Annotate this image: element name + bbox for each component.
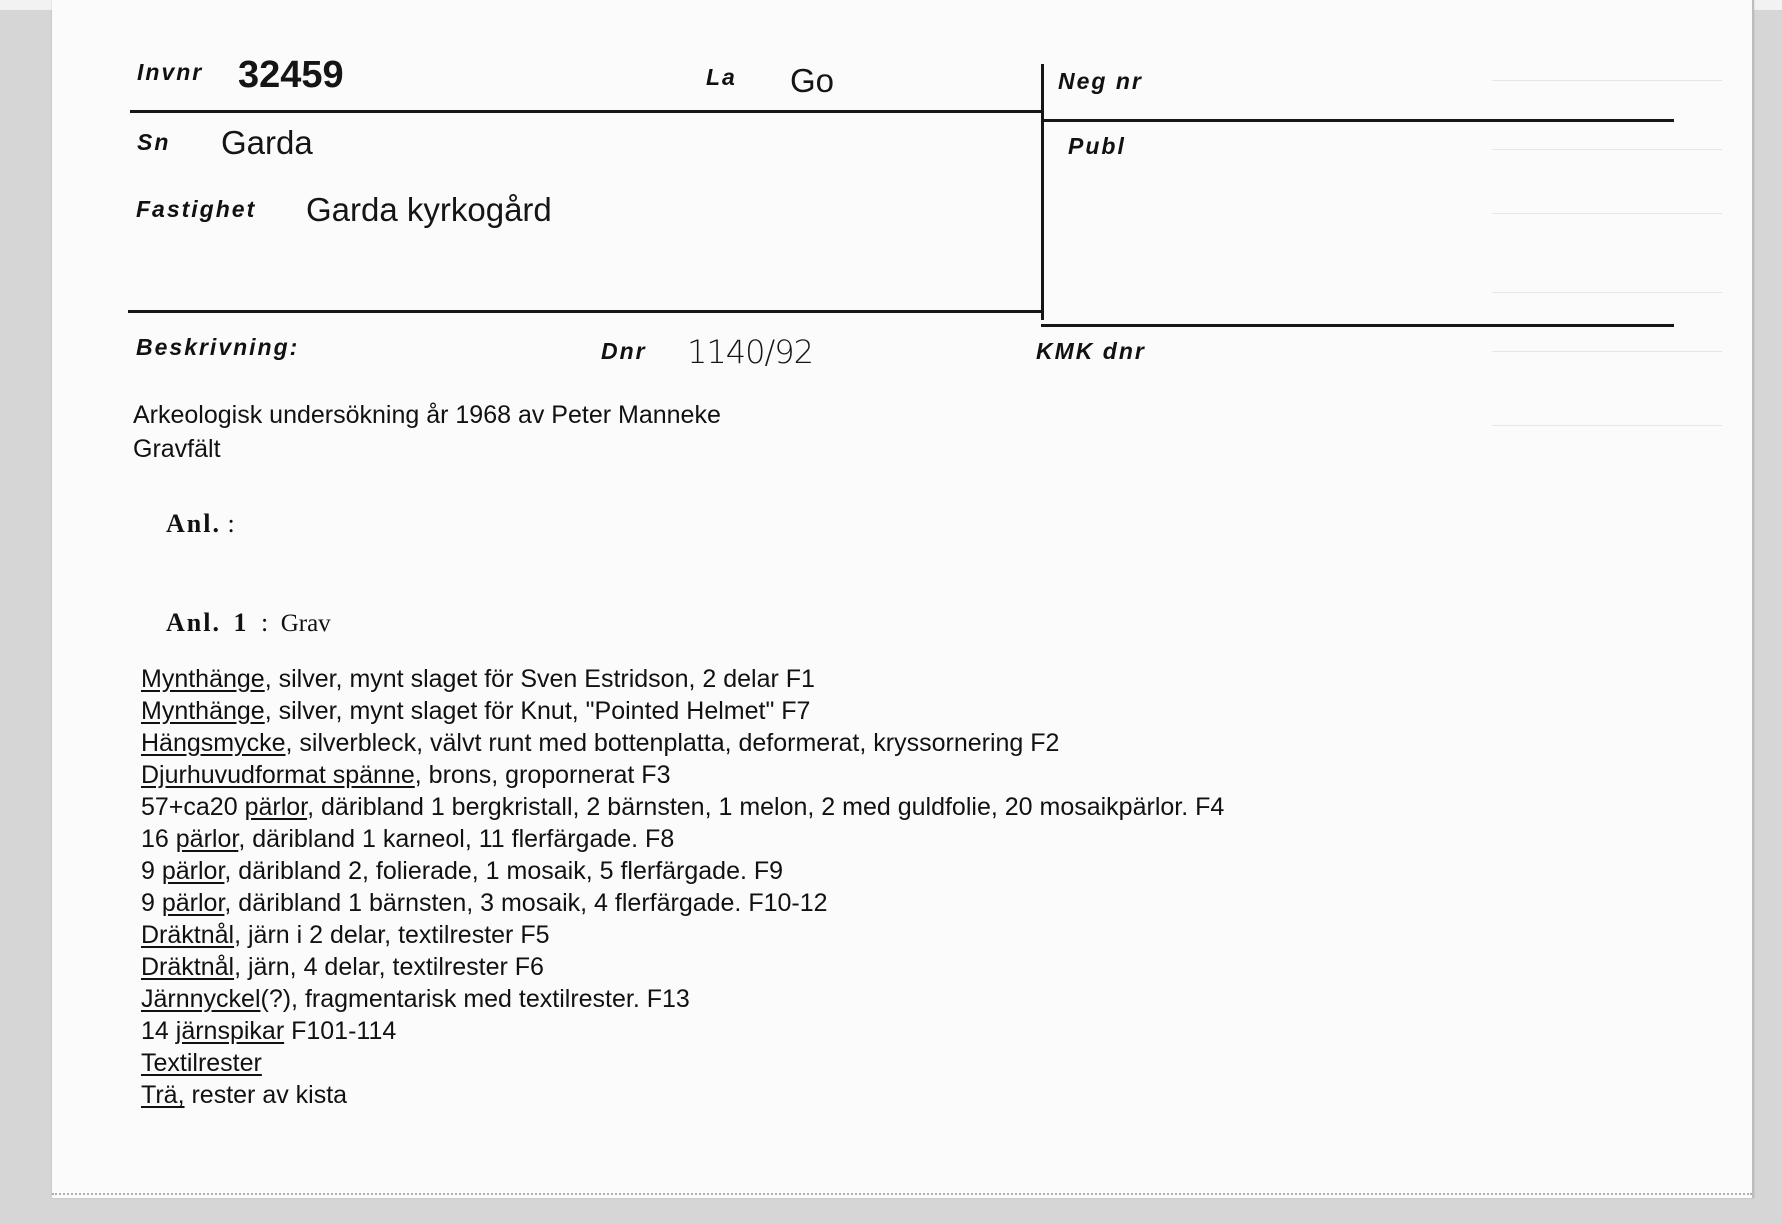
section-rule <box>128 310 1041 313</box>
list-item <box>141 1047 1224 1079</box>
list-item: Trä, rester av kista <box>141 1081 348 1109</box>
anl-1-label: Anl. <box>166 608 221 637</box>
description-line-1: Arkeologisk undersökning år 1968 av Peter Manneke <box>133 401 721 429</box>
find-term: pärlor <box>244 793 308 821</box>
invnr-label: Invnr <box>137 59 204 85</box>
find-term: Dräktnål <box>141 921 235 949</box>
dnr-value: 1140/92 <box>687 333 813 371</box>
anl-1-number: 1 <box>233 608 249 637</box>
la-value: Go <box>790 62 835 99</box>
invnr-value: 32459 <box>238 54 344 96</box>
list-item: Mynthänge, silver, mynt slaget för Sven Estridson, 2 delar F1 <box>141 665 815 693</box>
negnr-label: Neg nr <box>1058 68 1143 94</box>
header-rule <box>130 110 1043 113</box>
list-item: Hängsmycke, silverbleck, välvt runt med bottenplatta, deformerat, kryssornering F2 <box>141 729 1060 757</box>
find-term: pärlor <box>175 825 239 853</box>
section-rule-right <box>1041 324 1674 327</box>
sn-label: Sn <box>137 129 171 155</box>
find-term: Djurhuvudformat spänne <box>141 761 415 789</box>
list-item: 57+ca20 pärlor, däribland 1 bergkristall, 2 bärnsten, 1 melon, 2 med guldfolie, 20 mosaikpärlor. F4 <box>141 793 1225 821</box>
find-term: Dräktnål <box>141 953 235 981</box>
fastighet-value: Garda kyrkogård <box>306 191 552 228</box>
description-line-2: Gravfält <box>133 435 221 463</box>
publ-label: Publ <box>1068 133 1126 159</box>
find-term: pärlor <box>161 857 225 885</box>
find-term: Järnnyckel <box>141 985 261 1013</box>
scan-bottom-edge <box>52 1193 1752 1198</box>
kmk-dnr-label: KMK dnr <box>1036 338 1146 364</box>
finds-list <box>141 663 1224 1111</box>
anl-1-text: Grav <box>280 610 331 637</box>
anl-blank-sep: : <box>227 509 235 538</box>
list-item: Dräktnål, järn, 4 delar, textilrester F6 <box>141 953 544 981</box>
list-item: 14 järnspikar F101-114 <box>141 1017 397 1045</box>
anl-blank-label: Anl. <box>166 509 221 538</box>
list-item: 16 pärlor, däribland 1 karneol, 11 flerfärgade. F8 <box>141 825 675 853</box>
dnr-label: Dnr <box>601 338 647 364</box>
beskrivning-label: Beskrivning: <box>136 334 300 360</box>
list-item: Järnnyckel(?), fragmentarisk med textilrester. F13 <box>141 985 690 1013</box>
find-term: Mynthänge <box>141 697 265 725</box>
list-item: Dräktnål, järn i 2 delar, textilrester F5 <box>141 921 550 949</box>
anl-blank <box>166 509 235 539</box>
find-term: Trä, <box>141 1081 185 1109</box>
header-rule-right <box>1043 119 1674 122</box>
la-label: La <box>706 64 737 90</box>
list-item: Djurhuvudformat spänne, brons, gropornerat F3 <box>141 761 671 789</box>
find-term: järnspikar <box>175 1017 285 1045</box>
anl-1 <box>166 608 331 638</box>
list-item: Mynthänge, silver, mynt slaget för Knut, "Pointed Helmet" F7 <box>141 697 811 725</box>
find-term: pärlor <box>161 889 225 917</box>
list-item: 9 pärlor, däribland 2, folierade, 1 mosaik, 5 flerfärgade. F9 <box>141 857 784 885</box>
find-term: Hängsmycke <box>141 729 286 757</box>
fastighet-label: Fastighet <box>136 196 257 222</box>
list-item: 9 pärlor, däribland 1 bärnsten, 3 mosaik, 4 flerfärgade. F10-12 <box>141 889 828 917</box>
find-term: Textilrester <box>141 1049 262 1077</box>
find-term: Mynthänge <box>141 665 265 693</box>
column-divider <box>1041 64 1044 320</box>
sn-value: Garda <box>221 124 313 161</box>
anl-1-sep: : <box>260 608 269 637</box>
